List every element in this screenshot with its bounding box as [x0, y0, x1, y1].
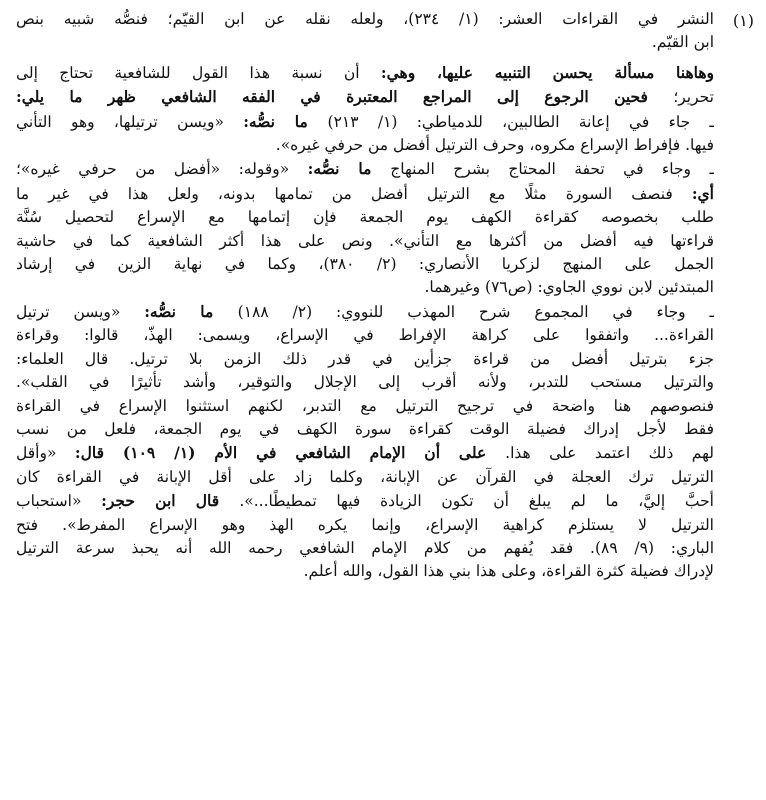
text-line: والترتيل مستحب للتدبر، ولأنه أقرب إلى الإجلال والتوقير، وأشد تأثيرًا في القلب». — [16, 373, 714, 392]
text-line: الترتيل ترك العجلة في القرآن عن الإبانة، وكلما زاد على أقل الإبانة في القراءة كان — [16, 467, 714, 486]
bold-phrase: وهاهنا مسألة يحسن التنبيه عليها، وهي: — [380, 62, 714, 82]
text-line: الباري: (٩/ ٨٩). فقد يُفهم من كلام الإمام الشافعي رحمه الله أنه يحبذ سرعة الترتيل — [16, 538, 714, 557]
text-line: أحبَّ إليَّ، ما لم يبلغ أن تكون الزيادة فيها تمطيطًا...». قال ابن حجر: «استحباب — [16, 491, 714, 511]
text-line: ابن القيّم. — [651, 33, 714, 52]
text-line: وهاهنا مسألة يحسن التنبيه عليها، وهي: أن نسبة هذا القول للشافعية تحتاج إلى — [16, 62, 714, 82]
text-line: تحرير؛ فحين الرجوع إلى المراجع المعتبرة في الفقه الشافعي ظهر ما يلي: — [16, 87, 714, 107]
bold-phrase: فحين الرجوع إلى المراجع المعتبرة في الفقه الشافعي ظهر ما يلي: — [16, 87, 674, 107]
bold-phrase: ما نصُّه: — [307, 159, 391, 179]
text-line: فيها. فإفراط الإسراع مكروه، وحرف الترتيل أفضل من حرفي غيره». — [275, 136, 714, 155]
text-line: القراءة... واتفقوا على كراهة الإفراط في الإسراع، ويسمى: الهذّ، قالوا: وقراءة — [16, 326, 714, 345]
bold-phrase: ما نصُّه: — [144, 301, 238, 321]
text-line: النشر في القراءات العشر: (١/ ٢٣٤)، ولعله نقله عن ابن القيّم؛ فنصُّه شبيه بنص — [16, 10, 714, 28]
text-line: المبتدئين لابن نووي الجاوي: (ص٧٦) وغيرهما. — [424, 278, 714, 297]
text-line: الجمل على المنهج لزكريا الأنصاري: (٢/ ٣٨٠)، وكما في نهاية الزين في إرشاد — [16, 255, 714, 274]
text-line: أي: فنصف السورة مثلًا مع الترتيل أفضل من تمامها بدونه، ولعل هذا في غير ما — [16, 183, 714, 203]
bold-phrase: أي: — [691, 183, 714, 203]
text-line: لإدراك فضيلة كثرة القراءة، وعلى هذا بني هذا القول، والله أعلم. — [303, 562, 714, 581]
text-line: الترتيل لا يستلزم كراهية الإسراع، وإنما يكره الهذ وهو الإسراع المفرط». فتح — [16, 515, 714, 534]
bullet-line: ـ جاء في إعانة الطالبين، للدمياطي: (١/ ٢١٣) ما نصُّه: «ويسن ترتيلها، وهو التأني — [16, 111, 714, 131]
bold-phrase: قال ابن حجر: — [101, 491, 240, 511]
text-line: قراءتها فيه أفضل من أكثرها مع التأني». ونص على هذا أكثر الشافعية كما في حاشية — [16, 231, 714, 250]
bold-phrase: ما نصُّه: — [243, 111, 328, 131]
text-line: طلب بخصوصه كقراءة الكهف يوم الجمعة فإن إتمامها مع الإسراع لتحصيل سُنَّة — [16, 208, 714, 227]
bold-phrase: على أن الإمام الشافعي في الأم (١/ ١٠٩) قال: — [74, 443, 506, 463]
bullet-line: ـ وجاء في المجموع شرح المهذب للنووي: (٢/ ١٨٨) ما نصُّه: «ويسن ترتيل — [16, 301, 714, 321]
footnote-body — [16, 8, 714, 584]
text-line: فنصوصهم هنا واضحة في ترجيح الترتيل مع التدبر، لكنهم استثنوا الإسراع في القراءة — [16, 396, 714, 415]
bullet-line: ـ وجاء في تحفة المحتاج بشرح المنهاج ما نصُّه: «وقوله: «أفضل من حرفي غيره»؛ — [16, 159, 714, 179]
text-line: جزء بترتيل أفضل من قراءة جزأين في قدر ذلك الزمن بلا ترتيل. قال العلماء: — [16, 349, 714, 368]
footnote — [16, 8, 754, 584]
text-line: فقط لأجل إدراك فضيلة الوقت كقراءة سورة الكهف في يوم الجمعة، فلعل من نسب — [16, 419, 714, 438]
footnote-number: (١) — [732, 11, 754, 30]
text-line: لهم ذلك اعتمد على هذا. على أن الإمام الشافعي في الأم (١/ ١٠٩) قال: «وأقل — [16, 443, 714, 463]
